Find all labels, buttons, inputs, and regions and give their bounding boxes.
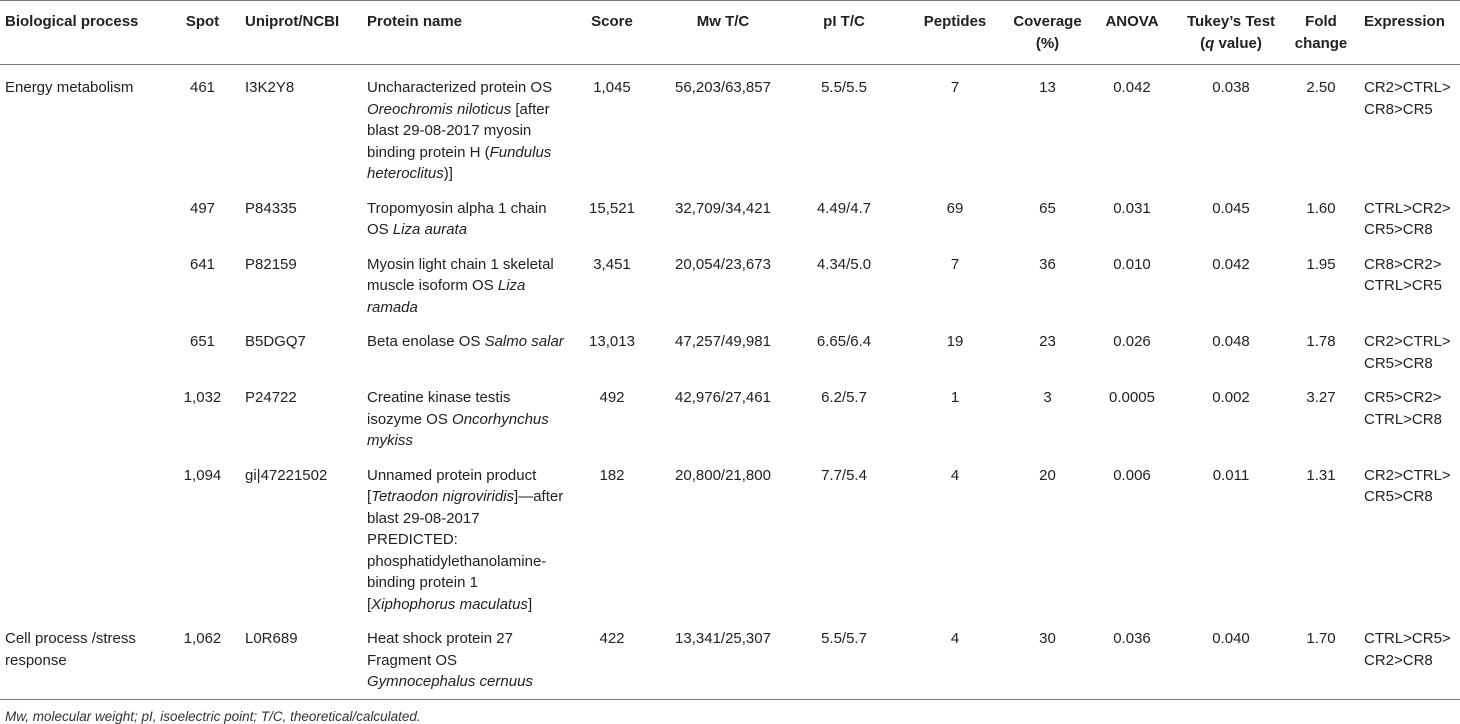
cell-fold-change: 1.78 <box>1306 333 1336 350</box>
cell-biological-process <box>0 323 165 379</box>
cell-mw: 32,709/34,421 <box>675 199 771 217</box>
cell-biological-process: Cell process /stress response <box>0 620 165 699</box>
cell-protein-name <box>362 246 566 324</box>
header-score: Score <box>566 1 658 65</box>
cell-expression: CR5>CR2> CTRL>CR8 <box>1364 389 1442 428</box>
protein-text: )] <box>443 165 453 182</box>
cell-protein-name <box>362 323 566 379</box>
protein-text: Beta enolase OS <box>367 333 485 350</box>
cell-uniprot: I3K2Y8 <box>245 79 295 96</box>
table-row <box>0 246 1460 324</box>
cell-fold-change: 1.95 <box>1306 255 1336 273</box>
cell-protein-name <box>362 65 566 190</box>
protein-text: Tropomyosin alpha 1 chain OS <box>367 199 547 238</box>
cell-mw: 42,976/27,461 <box>675 389 771 406</box>
cell-score: 422 <box>566 620 658 699</box>
cell-coverage: 30 <box>1010 620 1085 699</box>
cell-spot: 651 <box>189 333 216 350</box>
cell-biological-process: Energy metabolism <box>5 79 134 96</box>
table-footnote: Mw, molecular weight; pI, isoelectric point; T/C, theoretical/calculated. <box>5 708 421 724</box>
species-name: Xiphophorus maculatus <box>371 595 528 613</box>
cell-protein-name <box>362 620 566 699</box>
protein-text: ]—after blast 29-08-2017 PREDICTED: phosphatidylethanolamine-binding protein 1 [ <box>367 488 564 613</box>
cell-tukey: 0.002 <box>1212 389 1250 406</box>
header-uniprot: Uniprot/NCBI <box>240 1 362 65</box>
cell-mw: 13,341/25,307 <box>658 620 788 699</box>
cell-pi: 6.65/6.4 <box>816 333 872 350</box>
cell-tukey: 0.011 <box>1212 466 1250 484</box>
header-coverage: Coverage (%) <box>1010 1 1085 65</box>
cell-coverage: 65 <box>1039 199 1056 217</box>
cell-tukey: 0.048 <box>1212 333 1250 350</box>
cell-score: 492 <box>599 389 625 406</box>
table-row <box>0 323 1460 379</box>
cell-biological-process <box>0 457 165 621</box>
species-name: Gymnocephalus cernuus <box>367 673 533 690</box>
cell-uniprot: L0R689 <box>240 620 362 699</box>
header-protein-name: Protein name <box>362 1 566 65</box>
species-name: Oncorhynchus mykiss <box>367 410 549 449</box>
cell-fold-change: 2.50 <box>1306 79 1336 96</box>
table-row <box>0 190 1460 246</box>
header-mw: Mw T/C <box>658 1 788 65</box>
header-tukey-post: value) <box>1214 34 1262 52</box>
cell-uniprot: gi|47221502 <box>245 466 328 484</box>
cell-anova: 0.036 <box>1085 620 1179 699</box>
header-tukey-q: q <box>1205 34 1215 52</box>
protein-text: Myosin light chain 1 skeletal muscle isoform OS <box>367 255 554 294</box>
cell-peptides: 7 <box>950 79 960 96</box>
header-biological-process: Biological process <box>0 1 165 65</box>
cell-peptides: 4 <box>900 620 1010 699</box>
cell-mw: 20,054/23,673 <box>675 255 771 273</box>
cell-fold-change: 1.60 <box>1306 199 1336 217</box>
cell-fold-change: 3.27 <box>1306 389 1336 406</box>
cell-spot: 641 <box>189 255 216 273</box>
species-name: Salmo salar <box>484 333 564 350</box>
cell-score: 3,451 <box>593 255 631 273</box>
cell-spot: 1,032 <box>183 389 222 406</box>
cell-protein-name <box>362 457 566 621</box>
cell-coverage: 23 <box>1039 333 1056 350</box>
cell-peptides: 4 <box>950 466 960 484</box>
cell-tukey: 0.038 <box>1212 79 1250 96</box>
table-row <box>0 65 1460 190</box>
species-name: Oreochromis niloticus <box>367 100 512 118</box>
header-anova: ANOVA <box>1085 1 1179 65</box>
header-tukey <box>1179 1 1283 65</box>
cell-coverage: 13 <box>1039 79 1056 96</box>
cell-score: 13,013 <box>589 333 635 350</box>
cell-anova: 0.010 <box>1113 255 1151 273</box>
cell-score: 1,045 <box>593 79 631 96</box>
table-row <box>0 620 1460 699</box>
species-name: Liza ramada <box>367 277 526 316</box>
cell-fold-change: 1.31 <box>1306 466 1336 484</box>
protein-text: Uncharacterized protein OS <box>367 79 553 96</box>
protein-text: [after blast 29-08-2017 myosin binding protein H ( <box>367 100 550 161</box>
cell-mw: 47,257/49,981 <box>675 333 771 350</box>
cell-tukey: 0.042 <box>1212 255 1250 273</box>
cell-uniprot: P84335 <box>245 199 297 217</box>
cell-protein-name <box>362 379 566 457</box>
cell-pi: 4.49/4.7 <box>816 199 872 217</box>
cell-protein-name <box>362 190 566 246</box>
cell-anova: 0.0005 <box>1109 389 1155 406</box>
cell-score: 15,521 <box>589 199 635 217</box>
table-body <box>0 65 1460 700</box>
header-row <box>0 1 1460 65</box>
cell-peptides: 19 <box>946 333 964 350</box>
cell-biological-process <box>0 379 165 457</box>
header-spot: Spot <box>165 1 240 65</box>
cell-coverage: 3 <box>1043 389 1052 406</box>
cell-peptides: 7 <box>950 255 960 273</box>
header-expression: Expression <box>1359 1 1460 65</box>
table-row <box>0 457 1460 621</box>
cell-spot: 497 <box>189 199 216 217</box>
species-name: Liza aurata <box>392 221 468 238</box>
cell-fold-change: 1.70 <box>1283 620 1359 699</box>
cell-biological-process <box>0 246 165 324</box>
cell-spot: 1,094 <box>183 466 222 484</box>
header-peptides: Peptides <box>900 1 1010 65</box>
cell-pi: 7.7/5.4 <box>821 466 867 484</box>
cell-expression: CR8>CR2> CTRL>CR5 <box>1364 255 1442 294</box>
cell-pi: 5.5/5.5 <box>821 79 867 96</box>
cell-expression: CR2>CTRL> CR5>CR8 <box>1364 333 1451 372</box>
cell-anova: 0.006 <box>1113 466 1151 484</box>
header-fold-change: Fold change <box>1283 1 1359 65</box>
cell-uniprot: B5DGQ7 <box>245 333 306 350</box>
cell-peptides: 1 <box>950 389 960 406</box>
cell-peptides: 69 <box>946 199 964 217</box>
cell-uniprot: P82159 <box>245 255 297 273</box>
cell-biological-process <box>0 190 165 246</box>
cell-mw: 56,203/63,857 <box>675 79 771 96</box>
cell-coverage: 20 <box>1039 466 1056 484</box>
cell-coverage: 36 <box>1039 255 1056 273</box>
cell-expression: CR2>CTRL> CR8>CR5 <box>1364 79 1451 118</box>
cell-anova: 0.042 <box>1113 79 1151 96</box>
protein-text: Creatine kinase testis isozyme OS <box>367 389 511 428</box>
header-tukey-pre: Tukey’s Test ( <box>1186 13 1276 52</box>
cell-expression: CTRL>CR2> CR5>CR8 <box>1364 199 1451 238</box>
cell-pi: 6.2/5.7 <box>821 389 867 406</box>
cell-expression: CR2>CTRL> CR5>CR8 <box>1364 466 1451 505</box>
cell-mw: 20,800/21,800 <box>675 466 771 484</box>
cell-anova: 0.031 <box>1113 199 1151 217</box>
cell-anova: 0.026 <box>1113 333 1151 350</box>
cell-pi: 4.34/5.0 <box>816 255 872 273</box>
cell-spot: 1,062 <box>165 620 240 699</box>
species-name: Tetraodon nigroviridis <box>371 488 515 505</box>
protein-text: Unnamed protein product [ <box>367 466 537 505</box>
cell-uniprot: P24722 <box>245 389 297 406</box>
table-row <box>0 379 1460 457</box>
protein-text: Heat shock protein 27 Fragment OS <box>367 630 513 669</box>
cell-pi: 5.5/5.7 <box>788 620 900 699</box>
cell-score: 182 <box>599 466 625 484</box>
cell-expression: CTRL>CR5> CR2>CR8 <box>1359 620 1460 699</box>
header-pi: pI T/C <box>788 1 900 65</box>
protein-text: ] <box>527 595 533 613</box>
cell-tukey: 0.045 <box>1212 199 1250 217</box>
species-name: Fundulus heteroclitus <box>367 143 552 182</box>
cell-spot: 461 <box>189 79 216 96</box>
cell-tukey: 0.040 <box>1179 620 1283 699</box>
